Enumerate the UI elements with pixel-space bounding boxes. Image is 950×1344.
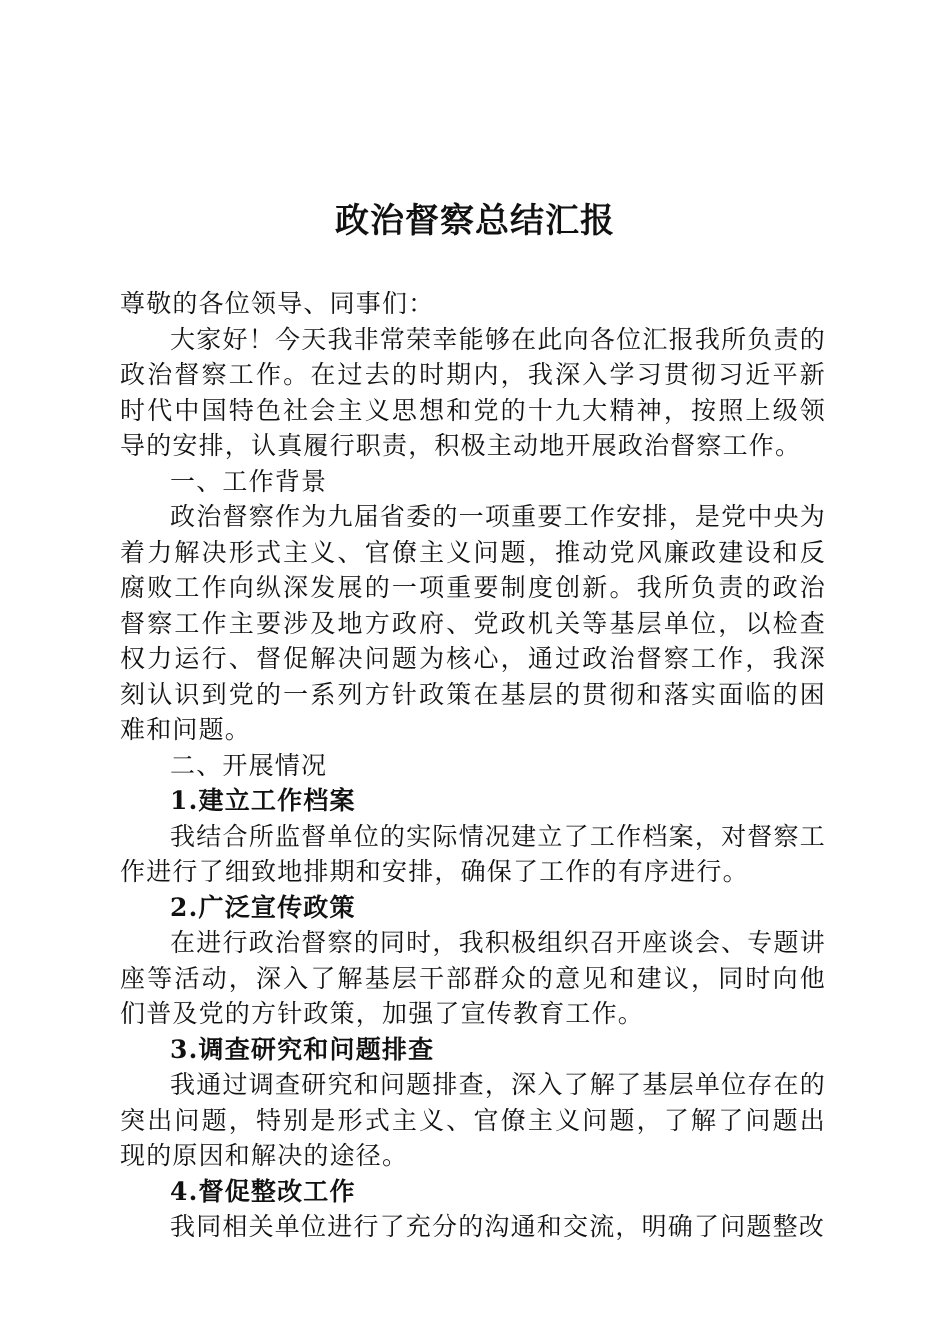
- document-title: 政治督察总结汇报: [335, 201, 615, 241]
- paragraph-policy-publicity: 在进行政治督察的同时，我积极组织召开座谈会、专题讲座等活动，深入了解基层干部群众的意见和建议，同时向他们普及党的方针政策，加强了宣传教育工作。: [120, 928, 826, 1028]
- document-body: [120, 286, 826, 1245]
- subheading-investigation: 3.调查研究和问题排查: [170, 1034, 435, 1064]
- paragraph-rectification: 我同相关单位进行了充分的沟通和交流，明确了问题整改: [170, 1212, 826, 1241]
- section-heading-background: 一、工作背景: [170, 466, 328, 496]
- subheading-policy-publicity: 2.广泛宣传政策: [170, 892, 356, 922]
- salutation: 尊敬的各位领导、同事们：: [120, 289, 435, 318]
- section-heading-progress: 二、开展情况: [170, 750, 328, 780]
- subheading-rectification: 4.督促整改工作: [170, 1176, 356, 1206]
- section-paragraph-background: 政治督察作为九届省委的一项重要工作安排，是党中央为着力解决形式主义、官僚主义问题，推动党风廉政建设和反腐败工作向纵深发展的一项重要制度创新。我所负责的政治督察工作主要涉及地方政府、党政机关等基层单位，以检查权力运行、督促解决问题为核心，通过政治督察工作，我深刻认识到党的一系列方针政策在基层的贯彻和落实面临的困难和问题。: [120, 502, 826, 744]
- paragraph-investigation: 我通过调查研究和问题排查，深入了解了基层单位存在的突出问题，特别是形式主义、官僚主义问题，了解了问题出现的原因和解决的途径。: [120, 1070, 826, 1170]
- subheading-work-archive: 1.建立工作档案: [170, 786, 356, 815]
- paragraph-work-archive: 我结合所监督单位的实际情况建立了工作档案，对督察工作进行了细致地排期和安排，确保了工作的有序进行。: [120, 821, 826, 886]
- intro-paragraph: 大家好！今天我非常荣幸能够在此向各位汇报我所负责的政治督察工作。在过去的时期内，我深入学习贯彻习近平新时代中国特色社会主义思想和党的十九大精神，按照上级领导的安排，认真履行职责，积极主动地开展政治督察工作。: [120, 324, 826, 460]
